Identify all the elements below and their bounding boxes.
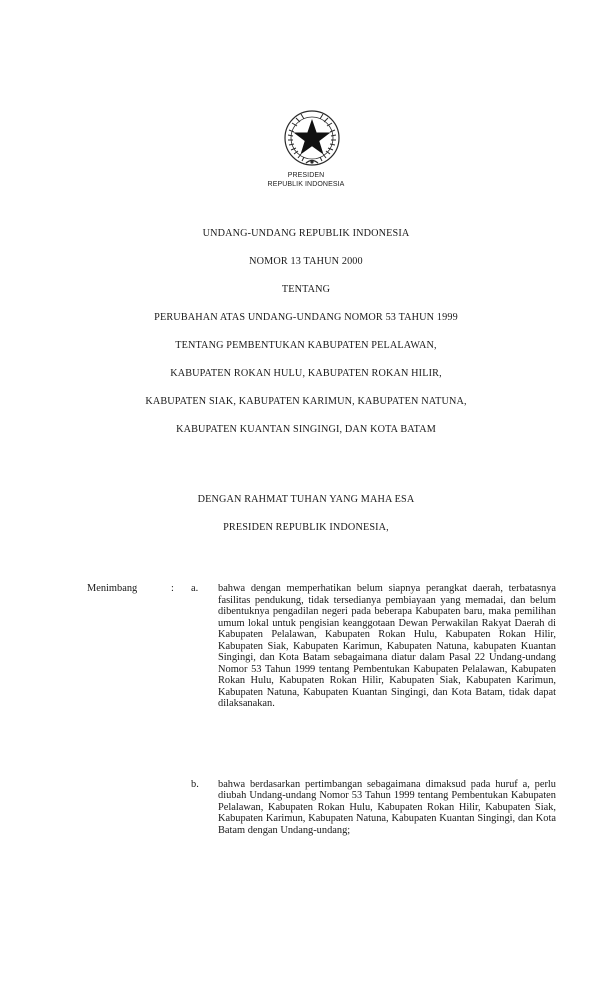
law-subject-line: KABUPATEN ROKAN HULU, KABUPATEN ROKAN HILIR, [170,368,442,379]
law-title-line: UNDANG-UNDANG REPUBLIK INDONESIA [202,228,410,239]
garuda-star-emblem-icon [281,108,343,170]
header-caption-president: PRESIDEN [287,172,325,179]
preamble-president: PRESIDEN REPUBLIK INDONESIA, [223,522,389,533]
law-subject-line: KABUPATEN KUANTAN SINGINGI, DAN KOTA BATAM [176,424,436,435]
preamble-divine-grace: DENGAN RAHMAT TUHAN YANG MAHA ESA [197,494,415,505]
item-text: bahwa dengan memperhatikan belum siapnya perangkat daerah, terbatasnya fasilitas pendukung, tidak tersedianya pembiayaan yang memadai, dan belum dibentuknya pengadilan negeri pada beberapa Kabupaten baru, maka pemilihan umum lokal untuk pengisian keanggotaan Dewan Perwakilan Rakyat Daerah di Kabupaten Pelalawan, Kabupaten Rokan Hulu, Kabupaten Rokan Hilir, Kabupaten Siak, Kabupaten Karimun, Kabupaten Natuna, kabupaten Kuantan Singingi, dan Kota Batam sebagaimana diatur dalam Pasal 22 Undang-undang Nomor 53 Tahun 1999 tentang Pembentukan Kabupaten Pelalawan, Kabupaten Rokan Hulu, Kabupaten Rokan Hilir, Kabupaten Siak, Kabupaten Karimun, Kabupaten Natuna, Kabupaten Kuantan Singingi, dan Kota Batam, tidak dapat dilaksanakan. [218,583,556,709]
item-text: bahwa berdasarkan pertimbangan sebagaimana dimaksud pada huruf a, perlu diubah Undang-undang Nomor 53 Tahun 1999 tentang Pembentukan Kabupaten Pelalawan, Kabupaten Rokan Hulu, Kabupaten Rokan Hilir, Kabupaten Siak, Kabupaten Karimun, Kabupaten Natuna, Kabupaten Kuantan Singingi, dan Kota Batam dengan Undang-undang; [218,778,556,836]
considering-label: Menimbang [87,583,138,594]
item-marker: b. [191,778,199,790]
law-number: NOMOR 13 TAHUN 2000 [249,256,363,267]
law-subject-line: TENTANG PEMBENTUKAN KABUPATEN PELALAWAN, [175,340,437,351]
law-about-label: TENTANG [281,284,331,295]
header-caption-republic: REPUBLIK INDONESIA [267,181,345,188]
law-subject-line: PERUBAHAN ATAS UNDANG-UNDANG NOMOR 53 TAHUN 1999 [154,312,458,323]
considering-colon: : [171,583,174,594]
item-marker: a. [191,583,199,594]
law-subject-line: KABUPATEN SIAK, KABUPATEN KARIMUN, KABUPATEN NATUNA, [145,396,467,407]
